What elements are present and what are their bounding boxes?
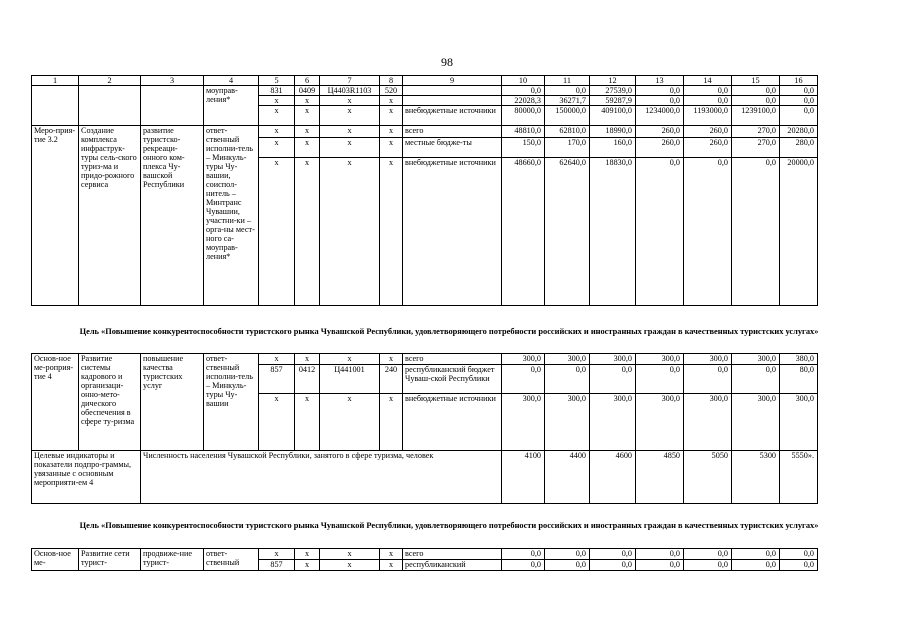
table-cell: 0,0 — [732, 158, 780, 306]
table-cell: 0,0 — [732, 96, 780, 106]
measure-name: Основ-ное ме-роприя-тие 4 — [32, 354, 79, 451]
table-cell: 48810,0 — [502, 126, 545, 138]
table-cell: 831 — [259, 86, 295, 96]
col-num: 3 — [141, 76, 204, 86]
table-cell: всего — [403, 354, 502, 365]
table-cell: х — [320, 354, 380, 365]
table-cell: х — [259, 354, 295, 365]
table-cell: 300,0 — [684, 354, 732, 365]
table-cell: 409100,0 — [590, 106, 636, 126]
measure-responsible: ответ-ственный исполни-тель – Минкуль-туры Чу-вашии — [204, 354, 259, 451]
col-num: 15 — [732, 76, 780, 86]
table-cell: внебюджетные источники — [403, 106, 502, 126]
table-cell: 0,0 — [636, 158, 684, 306]
table-cell: 4100 — [502, 451, 545, 504]
budget-table-part-1 — [31, 75, 818, 306]
table-cell: 260,0 — [684, 138, 732, 158]
table-cell: 300,0 — [684, 394, 732, 451]
table-cell: х — [380, 106, 403, 126]
table-cell: 27539,0 — [590, 86, 636, 96]
table-cell: 520 — [380, 86, 403, 96]
measure-description: Создание комплекса инфраструк-туры сель-ского туриз-ма и придо-рожного сервиса — [79, 126, 141, 306]
table-cell: 0,0 — [684, 96, 732, 106]
table-cell: 18830,0 — [590, 158, 636, 306]
col-num: 2 — [79, 76, 141, 86]
table-row — [32, 354, 818, 365]
table-cell: х — [295, 138, 320, 158]
table-cell: 5550». — [780, 451, 818, 504]
indicator-row — [32, 451, 818, 504]
table-cell: Ц441001 — [320, 365, 380, 394]
table-cell: 300,0 — [780, 394, 818, 451]
measure-responsible: ответ-ственный исполни-тель – Минкуль-туры Чу-вашии, соиспол-нитель – Минтранс Чувашии, участни-ки – орга-ны мест-ного са-моуправ-ления* — [204, 126, 259, 306]
col-num: 6 — [295, 76, 320, 86]
column-number-row — [32, 76, 818, 86]
table-cell: х — [320, 158, 380, 306]
table-cell: 0,0 — [502, 560, 545, 571]
table-cell: 62640,0 — [545, 158, 590, 306]
goal-heading-2: Цель «Повышение конкурентоспособности туристского рынка Чувашской Республики, удовлетворяющего потребности российских и иностранных граждан в качественных туристских услугах» — [79, 521, 819, 530]
table-cell: 4400 — [545, 451, 590, 504]
col-num: 13 — [636, 76, 684, 86]
table-cell: Ц4403R1103 — [320, 86, 380, 96]
col-num: 5 — [259, 76, 295, 86]
table-cell: 0409 — [295, 86, 320, 96]
measure-task: повышение качества туристских услуг — [141, 354, 204, 451]
table-cell: 270,0 — [732, 126, 780, 138]
measure-description: Развитие сети турист- — [79, 549, 141, 571]
col-num: 8 — [380, 76, 403, 86]
table-cell: республиканский — [403, 560, 502, 571]
responsible-cell: моуправ-ления* — [204, 86, 259, 126]
indicator-text: Численность населения Чувашской Республики, занятого в сфере туризма, человек — [141, 451, 502, 504]
table-cell: 5050 — [684, 451, 732, 504]
table-cell: х — [295, 158, 320, 306]
table-cell: 0,0 — [732, 365, 780, 394]
goal-heading-1: Цель «Повышение конкурентоспособности туристского рынка Чувашской Республики, удовлетворяющего потребности российских и иностранных граждан в качественных туристских услугах» — [79, 327, 819, 336]
table-cell: х — [259, 126, 295, 138]
table-cell: х — [259, 549, 295, 560]
table-row — [32, 549, 818, 560]
table-cell: 0,0 — [780, 106, 818, 126]
table-cell: х — [320, 106, 380, 126]
budget-table-part-3 — [31, 548, 818, 571]
table-cell: 300,0 — [636, 354, 684, 365]
measure-name: Основ-ное ме- — [32, 549, 79, 571]
table-cell: 300,0 — [545, 394, 590, 451]
table-cell — [403, 96, 502, 106]
table-cell: 150,0 — [502, 138, 545, 158]
table-cell: 4600 — [590, 451, 636, 504]
table-cell: 1239100,0 — [732, 106, 780, 126]
table-cell: 160,0 — [590, 138, 636, 158]
col-num: 4 — [204, 76, 259, 86]
table-cell: 0,0 — [732, 86, 780, 96]
table-cell: 0,0 — [590, 549, 636, 560]
table-cell: местные бюдже-ты — [403, 138, 502, 158]
table-cell: 0,0 — [780, 96, 818, 106]
measure-name: Меро-прия-тие 3.2 — [32, 126, 79, 306]
col-num: 12 — [590, 76, 636, 86]
table-row — [32, 86, 818, 96]
table-cell: х — [380, 560, 403, 571]
measure-task: продвиже-ние турист- — [141, 549, 204, 571]
table-cell: 0,0 — [780, 549, 818, 560]
table-cell: 270,0 — [732, 138, 780, 158]
page-number: 98 — [441, 55, 453, 69]
table-cell: всего — [403, 549, 502, 560]
table-cell: республиканский бюджет Чуваш-ской Республики — [403, 365, 502, 394]
table-cell: 20280,0 — [780, 126, 818, 138]
table-cell: 380,0 — [780, 354, 818, 365]
table-cell: 0,0 — [545, 549, 590, 560]
table-cell: х — [295, 96, 320, 106]
table-cell: 4850 — [636, 451, 684, 504]
table-cell: 36271,7 — [545, 96, 590, 106]
table-cell: 0,0 — [780, 86, 818, 96]
col-num: 10 — [502, 76, 545, 86]
table-cell: 5300 — [732, 451, 780, 504]
table-cell: х — [320, 560, 380, 571]
table-cell: х — [259, 96, 295, 106]
table-cell: 280,0 — [780, 138, 818, 158]
table-cell: всего — [403, 126, 502, 138]
table-cell: х — [320, 126, 380, 138]
table-cell: 0,0 — [636, 365, 684, 394]
table-cell: 300,0 — [502, 354, 545, 365]
table-cell: 1193000,0 — [684, 106, 732, 126]
table-cell: х — [295, 354, 320, 365]
table-cell: х — [259, 394, 295, 451]
table-cell: 0,0 — [636, 86, 684, 96]
table-cell: 300,0 — [545, 354, 590, 365]
table-cell: 0,0 — [732, 549, 780, 560]
table-cell: 300,0 — [732, 394, 780, 451]
table-cell: внебюджетные источники — [403, 394, 502, 451]
table-cell: х — [259, 106, 295, 126]
table-row — [32, 126, 818, 138]
col-num: 1 — [32, 76, 79, 86]
table-cell: 170,0 — [545, 138, 590, 158]
table-cell: х — [320, 96, 380, 106]
table-cell: х — [295, 106, 320, 126]
table-cell: х — [320, 549, 380, 560]
table-cell: х — [380, 354, 403, 365]
table-cell: 300,0 — [502, 394, 545, 451]
table-cell: 260,0 — [684, 126, 732, 138]
table-cell: 300,0 — [732, 354, 780, 365]
col-num: 7 — [320, 76, 380, 86]
measure-responsible: ответ-ственный — [204, 549, 259, 571]
table-cell: 0,0 — [502, 86, 545, 96]
col-num: 9 — [403, 76, 502, 86]
table-cell: 18990,0 — [590, 126, 636, 138]
table-cell: 48660,0 — [502, 158, 545, 306]
table-cell: х — [295, 560, 320, 571]
measure-description: Развитие системы кадрового и организаци-онно-мето-дического обеспечения в сфере ту-ризма — [79, 354, 141, 451]
table-cell: 80,0 — [780, 365, 818, 394]
table-cell: х — [380, 549, 403, 560]
table-cell: х — [380, 126, 403, 138]
table-cell: х — [380, 158, 403, 306]
table-cell: 0,0 — [684, 86, 732, 96]
table-cell: 0,0 — [636, 560, 684, 571]
table-cell: 857 — [259, 560, 295, 571]
col-num: 14 — [684, 76, 732, 86]
table-cell: х — [259, 158, 295, 306]
table-cell: 300,0 — [590, 354, 636, 365]
table-cell: 260,0 — [636, 126, 684, 138]
table-cell: 0,0 — [684, 560, 732, 571]
table-cell: 1234000,0 — [636, 106, 684, 126]
table-cell: внебюджетные источники — [403, 158, 502, 306]
table-cell: 0,0 — [545, 560, 590, 571]
budget-table-part-2 — [31, 353, 818, 504]
table-cell: 0,0 — [684, 549, 732, 560]
table-cell: 0,0 — [684, 365, 732, 394]
table-cell: х — [380, 96, 403, 106]
table-cell: х — [380, 138, 403, 158]
table-cell: 0,0 — [636, 96, 684, 106]
table-cell: х — [295, 549, 320, 560]
table-cell: 240 — [380, 365, 403, 394]
indicator-label: Целевые индикаторы и показатели подпро-граммы, увязанные с основным мероприяти-ем 4 — [32, 451, 141, 504]
col-num: 16 — [780, 76, 818, 86]
table-cell: х — [380, 394, 403, 451]
table-cell: 150000,0 — [545, 106, 590, 126]
table-cell: 0,0 — [684, 158, 732, 306]
table-cell: 260,0 — [636, 138, 684, 158]
table-cell: х — [295, 126, 320, 138]
measure-task: развитие туристско-рекреаци-онного ком-плекса Чу-вашской Республики — [141, 126, 204, 306]
table-cell: 0,0 — [502, 365, 545, 394]
table-cell: 0,0 — [590, 560, 636, 571]
table-cell: 0,0 — [636, 549, 684, 560]
table-cell: 22028,3 — [502, 96, 545, 106]
table-cell: х — [259, 138, 295, 158]
table-cell: 20000,0 — [780, 158, 818, 306]
table-cell: х — [320, 138, 380, 158]
table-cell: 0,0 — [780, 560, 818, 571]
table-cell: 0,0 — [545, 86, 590, 96]
table-cell: 0,0 — [502, 549, 545, 560]
table-cell: 0,0 — [590, 365, 636, 394]
table-cell: 300,0 — [590, 394, 636, 451]
table-cell: х — [320, 394, 380, 451]
table-cell: х — [295, 394, 320, 451]
table-cell: 62810,0 — [545, 126, 590, 138]
table-cell: 0,0 — [732, 560, 780, 571]
table-cell — [403, 86, 502, 96]
table-cell: 857 — [259, 365, 295, 394]
col-num: 11 — [545, 76, 590, 86]
table-cell: 0,0 — [545, 365, 590, 394]
table-cell: 59287,9 — [590, 96, 636, 106]
table-cell: 0412 — [295, 365, 320, 394]
table-cell: 300,0 — [636, 394, 684, 451]
table-cell: 80000,0 — [502, 106, 545, 126]
